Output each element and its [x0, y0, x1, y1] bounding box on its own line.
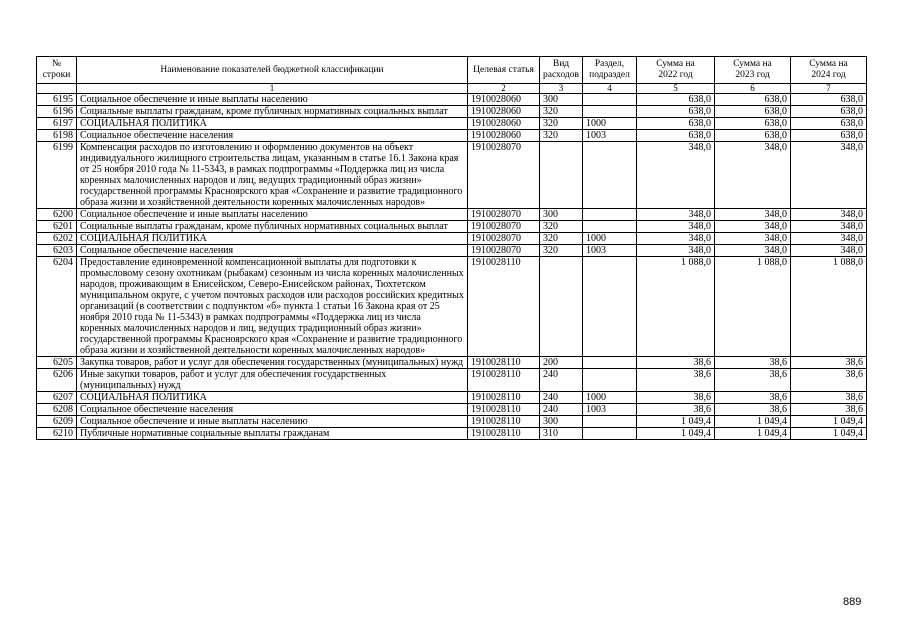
column-number: 5: [637, 84, 715, 94]
row-sum-2024: 1 088,0: [791, 257, 867, 357]
header-sum-2023: Сумма на 2023 год: [715, 57, 791, 84]
row-name: Социальное обеспечение и иные выплаты населению: [77, 94, 468, 106]
row-sum-2024: 38,6: [791, 357, 867, 369]
row-kind: 310: [540, 428, 583, 440]
row-number: 6202: [37, 233, 77, 245]
row-sum-2023: 348,0: [715, 245, 791, 257]
row-target: 1910028060: [468, 130, 540, 142]
row-sum-2023: 38,6: [715, 357, 791, 369]
row-sum-2023: 38,6: [715, 392, 791, 404]
row-section: 1000: [583, 118, 637, 130]
row-sum-2022: 348,0: [637, 233, 715, 245]
row-section: [583, 106, 637, 118]
row-number: 6196: [37, 106, 77, 118]
row-sum-2023: 1 049,4: [715, 416, 791, 428]
row-section: [583, 209, 637, 221]
row-sum-2024: 638,0: [791, 94, 867, 106]
column-number: 6: [715, 84, 791, 94]
row-target: 1910028110: [468, 416, 540, 428]
row-name: Социальные выплаты гражданам, кроме публичных нормативных социальных выплат: [77, 106, 468, 118]
row-name: Компенсация расходов по изготовлению и оформлению документов на объект индивидуального жилищного строительства лицам, указанным в статье 16.1 Закона края от 25 ноября 2010 года № 11-5343, в рамках подпрограммы «Поддержка лиц из числа коренных малочисленных народов и лиц, ведущих традиционный образ жизни» государственной программы Красноярского края «Сохранение и развитие традиционного образа жизни и хозяйственной деятельности коренных малочисленных народов»: [77, 142, 468, 209]
column-number: 3: [540, 84, 583, 94]
table-row: [37, 245, 867, 257]
table-row: [37, 209, 867, 221]
row-number: 6201: [37, 221, 77, 233]
row-section: 1003: [583, 245, 637, 257]
row-section: [583, 221, 637, 233]
row-name: СОЦИАЛЬНАЯ ПОЛИТИКА: [77, 118, 468, 130]
row-target: 1910028110: [468, 257, 540, 357]
row-number: 6200: [37, 209, 77, 221]
row-number: 6197: [37, 118, 77, 130]
row-section: [583, 357, 637, 369]
table-row: [37, 404, 867, 416]
table-row: [37, 416, 867, 428]
row-number: 6198: [37, 130, 77, 142]
row-target: 1910028110: [468, 357, 540, 369]
row-kind: 300: [540, 94, 583, 106]
row-sum-2022: 38,6: [637, 392, 715, 404]
budget-table: [36, 56, 867, 440]
table-row: [37, 357, 867, 369]
row-sum-2024: 38,6: [791, 392, 867, 404]
row-target: 1910028110: [468, 392, 540, 404]
row-sum-2024: 348,0: [791, 233, 867, 245]
table-body: [37, 94, 867, 440]
header-kind: Вид расходов: [540, 57, 583, 84]
table-row: [37, 118, 867, 130]
row-kind: 320: [540, 221, 583, 233]
table-header-row: [37, 57, 867, 84]
header-sum-2024: Сумма на 2024 год: [791, 57, 867, 84]
row-sum-2024: 638,0: [791, 106, 867, 118]
row-kind: 320: [540, 130, 583, 142]
header-target: Целевая статья: [468, 57, 540, 84]
row-sum-2023: 638,0: [715, 130, 791, 142]
row-kind: [540, 257, 583, 357]
row-target: 1910028060: [468, 118, 540, 130]
row-sum-2023: 638,0: [715, 94, 791, 106]
row-number: 6199: [37, 142, 77, 209]
row-kind: 300: [540, 416, 583, 428]
row-kind: 240: [540, 392, 583, 404]
row-target: 1910028070: [468, 245, 540, 257]
row-name: СОЦИАЛЬНАЯ ПОЛИТИКА: [77, 233, 468, 245]
row-number: 6210: [37, 428, 77, 440]
row-sum-2023: 638,0: [715, 106, 791, 118]
row-section: [583, 94, 637, 106]
row-section: [583, 416, 637, 428]
row-sum-2022: 1 049,4: [637, 428, 715, 440]
row-kind: 240: [540, 404, 583, 416]
row-target: 1910028070: [468, 142, 540, 209]
row-kind: 200: [540, 357, 583, 369]
table-row: [37, 221, 867, 233]
row-sum-2024: 1 049,4: [791, 428, 867, 440]
row-number: 6206: [37, 369, 77, 392]
row-name: Социальное обеспечение населения: [77, 130, 468, 142]
row-name: Закупка товаров, работ и услуг для обеспечения государственных (муниципальных) нужд: [77, 357, 468, 369]
row-kind: [540, 142, 583, 209]
row-kind: 300: [540, 209, 583, 221]
row-target: 1910028070: [468, 221, 540, 233]
row-section: 1003: [583, 130, 637, 142]
row-name: Социальные выплаты гражданам, кроме публичных нормативных социальных выплат: [77, 221, 468, 233]
row-sum-2024: 348,0: [791, 142, 867, 209]
column-number: [37, 84, 77, 94]
row-kind: 320: [540, 233, 583, 245]
row-section: [583, 257, 637, 357]
row-sum-2024: 638,0: [791, 130, 867, 142]
row-section: 1000: [583, 233, 637, 245]
row-target: 1910028060: [468, 106, 540, 118]
row-sum-2022: 638,0: [637, 106, 715, 118]
row-section: 1000: [583, 392, 637, 404]
row-sum-2022: 638,0: [637, 94, 715, 106]
row-sum-2024: 1 049,4: [791, 416, 867, 428]
row-sum-2022: 38,6: [637, 357, 715, 369]
row-number: 6207: [37, 392, 77, 404]
table-row: [37, 257, 867, 357]
header-row-no: № строки: [37, 57, 77, 84]
row-sum-2024: 348,0: [791, 221, 867, 233]
row-sum-2022: 348,0: [637, 142, 715, 209]
row-section: [583, 142, 637, 209]
row-number: 6203: [37, 245, 77, 257]
row-sum-2023: 348,0: [715, 221, 791, 233]
row-sum-2023: 348,0: [715, 233, 791, 245]
header-sum-2022: Сумма на 2022 год: [637, 57, 715, 84]
row-sum-2023: 38,6: [715, 404, 791, 416]
table-row: [37, 233, 867, 245]
row-name: Публичные нормативные социальные выплаты гражданам: [77, 428, 468, 440]
row-sum-2022: 348,0: [637, 209, 715, 221]
row-sum-2022: 38,6: [637, 404, 715, 416]
row-target: 1910028110: [468, 404, 540, 416]
row-sum-2024: 638,0: [791, 118, 867, 130]
table-row: [37, 94, 867, 106]
row-sum-2022: 348,0: [637, 245, 715, 257]
header-section: Раздел, подраздел: [583, 57, 637, 84]
row-name: СОЦИАЛЬНАЯ ПОЛИТИКА: [77, 392, 468, 404]
table-row: [37, 106, 867, 118]
table-row: [37, 142, 867, 209]
row-section: 1003: [583, 404, 637, 416]
row-sum-2022: 348,0: [637, 221, 715, 233]
row-target: 1910028070: [468, 233, 540, 245]
row-sum-2022: 638,0: [637, 118, 715, 130]
row-kind: 320: [540, 106, 583, 118]
row-sum-2023: 38,6: [715, 369, 791, 392]
row-number: 6195: [37, 94, 77, 106]
row-sum-2023: 638,0: [715, 118, 791, 130]
row-sum-2024: 38,6: [791, 404, 867, 416]
row-sum-2023: 1 088,0: [715, 257, 791, 357]
table-row: [37, 369, 867, 392]
row-kind: 240: [540, 369, 583, 392]
row-section: [583, 428, 637, 440]
row-name: Предоставление единовременной компенсационной выплаты для подготовки к промысловому сезону охотникам (рыбакам) сезонным из числа коренных малочисленных народов, проживающим в Енисейском, Северо-Енисейском районах, Тюхтетском муниципальном округе, с учетом почтовых расходов или расходов российских кредитных организаций (в соответствии с подпунктом «б» пункта 1 статьи 16 Закона края от 25 ноября 2010 года № 11-5343) в рамках подпрограммы «Поддержка лиц из числа коренных малочисленных народов и лиц, ведущих традиционный образ жизни» государственной программы Красноярского края «Сохранение и развитие традиционного образа жизни и хозяйственной деятельности коренных малочисленных народов»: [77, 257, 468, 357]
row-name: Социальное обеспечение и иные выплаты населению: [77, 416, 468, 428]
row-target: 1910028070: [468, 209, 540, 221]
column-numbers-row: [37, 84, 867, 94]
row-number: 6205: [37, 357, 77, 369]
row-sum-2022: 38,6: [637, 369, 715, 392]
row-sum-2022: 638,0: [637, 130, 715, 142]
row-target: 1910028110: [468, 369, 540, 392]
row-kind: 320: [540, 118, 583, 130]
row-sum-2024: 348,0: [791, 245, 867, 257]
table-row: [37, 130, 867, 142]
row-name: Социальное обеспечение и иные выплаты населению: [77, 209, 468, 221]
row-sum-2024: 348,0: [791, 209, 867, 221]
header-name: Наименование показателей бюджетной классификации: [77, 57, 468, 84]
row-target: 1910028060: [468, 94, 540, 106]
row-sum-2024: 38,6: [791, 369, 867, 392]
row-kind: 320: [540, 245, 583, 257]
column-number: 2: [468, 84, 540, 94]
row-number: 6204: [37, 257, 77, 357]
page-number: 889: [843, 596, 862, 608]
row-sum-2023: 348,0: [715, 209, 791, 221]
table-row: [37, 392, 867, 404]
table-row: [37, 428, 867, 440]
row-sum-2023: 1 049,4: [715, 428, 791, 440]
row-sum-2022: 1 049,4: [637, 416, 715, 428]
row-name: Иные закупки товаров, работ и услуг для обеспечения государственных (муниципальных) нужд: [77, 369, 468, 392]
row-sum-2022: 1 088,0: [637, 257, 715, 357]
column-number: 4: [583, 84, 637, 94]
column-number: 7: [791, 84, 867, 94]
row-number: 6208: [37, 404, 77, 416]
row-name: Социальное обеспечение населения: [77, 245, 468, 257]
column-number: 1: [77, 84, 468, 94]
row-number: 6209: [37, 416, 77, 428]
row-target: 1910028110: [468, 428, 540, 440]
row-section: [583, 369, 637, 392]
row-name: Социальное обеспечение населения: [77, 404, 468, 416]
row-sum-2023: 348,0: [715, 142, 791, 209]
